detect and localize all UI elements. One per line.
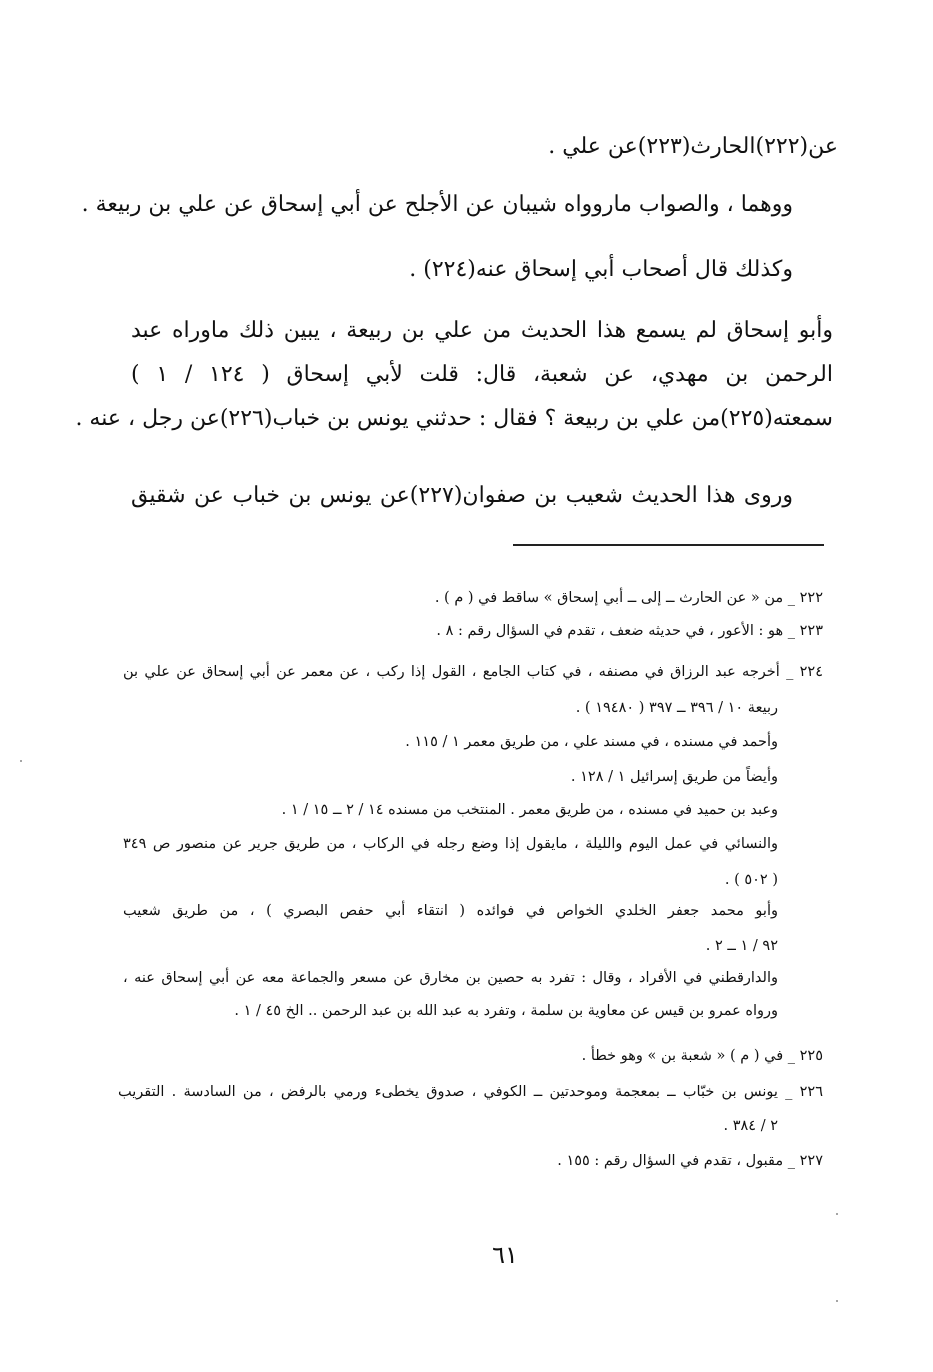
- main-text-line-6: سمعته(٢٢٥)من علي بن ربيعة ؟ فقال : حدثني يونس بن خباب(٢٢٦)عن رجل ، عنه .: [75, 406, 833, 431]
- footnote-224-line-3: وأحمد في مسنده ، في مسند علي ، من طريق معمر ١ / ١١٥ .: [405, 734, 778, 750]
- footnote-224-line-8: وأبو محمد جعفر الخلدي الخواص في فوائده ( انتقاء أبي حفص البصري ) ، من طريق شعيب: [123, 903, 778, 919]
- page-number: ٦١: [492, 1241, 518, 1269]
- footnote-separator: [513, 544, 824, 546]
- main-text-line-3: وكذلك قال أصحاب أبي إسحاق عنه(٢٢٤) .: [409, 257, 793, 282]
- footnote-224-line-2: ربيعة ١٠ / ٣٩٦ ــ ٣٩٧ ( ١٩٤٨٠ ) .: [575, 700, 778, 716]
- footnote-226-line-2: ٢ / ٣٨٤ .: [723, 1118, 778, 1134]
- footnote-224-line-5: وعبد بن حميد في مسنده ، من طريق معمر . المنتخب من مسنده ١٤ / ٢ ــ ١٥ / ١ .: [281, 802, 778, 818]
- main-text-line-4: وأبو إسحاق لم يسمع هذا الحديث من علي بن ربيعة ، يبين ذلك ماوراه عبد: [131, 318, 833, 343]
- footnote-224-line-10: والدارقطني في الأفراد ، وقال : تفرد به حصين بن مخارق عن مسعر والجماعة معه عن أبي إسحاق عنه ،: [123, 970, 778, 986]
- footnote-223: ٢٢٣ _ هو : الأعور ، في حديثه ضعف ، تقدم في السؤال رقم : ٨ .: [436, 623, 823, 639]
- scan-speck: [20, 760, 22, 762]
- footnote-224-line-7: ( ٥٠٢ ) .: [724, 872, 778, 888]
- main-text-line-5: الرحمن بن مهدي، عن شعبة، قال: قلت لأبي إسحاق ( ١٢٤ / ١ ): [131, 362, 833, 387]
- footnote-224-line-1: ٢٢٤ _ أخرجه عبد الرزاق في مصنفه ، في كتاب الجامع ، القول إذا ركب ، عن معمر عن أبي إسحاق عن علي بن: [123, 664, 823, 680]
- footnote-225: ٢٢٥ _ في ( م ) « شعبة بن » وهو خطأ .: [581, 1048, 823, 1064]
- scan-speck: [836, 1213, 838, 1215]
- main-text-line-1: عن(٢٢٢)الحارث(٢٢٣)عن علي .: [548, 134, 838, 159]
- main-text-line-7: وروى هذا الحديث شعيب بن صفوان(٢٢٧)عن يونس بن خباب عن شقيق: [131, 483, 793, 508]
- footnote-224-line-4: وأيضاً من طريق إسرائيل ١ / ١٢٨ .: [570, 769, 778, 785]
- footnote-226-line-1: ٢٢٦ _ يونس بن خبّاب ــ بمعجمة وموحدتين ــ الكوفي ، صدوق يخطىء ورمي بالرفض ، من السادسة . التقريب: [118, 1084, 823, 1100]
- footnote-227: ٢٢٧ _ مقبول ، تقدم في السؤال رقم : ١٥٥ .: [557, 1153, 823, 1169]
- scan-speck: [836, 1300, 838, 1302]
- footnote-222: ٢٢٢ _ من « عن الحارث ــ إلى ــ أبي إسحاق » ساقط في ( م ) .: [434, 590, 823, 606]
- main-text-line-2: ووهما ، والصواب ماروواه شيبان عن الأجلح عن أبي إسحاق عن علي بن ربيعة .: [81, 192, 793, 217]
- footnote-224-line-6: والنسائي في عمل اليوم والليلة ، مايقول إذا وضع رجله في الركاب ، من طريق جرير عن منصور ص ٣٤٩: [123, 836, 778, 852]
- footnote-224-line-9: ٩٢ / ١ ــ ٢ .: [705, 938, 778, 954]
- footnote-224-line-11: ورواه عمرو بن قيس عن معاوية بن سلمة ، وتفرد به عبد الله بن عبد الرحمن .. الخ ٤٥ / ١ .: [234, 1003, 778, 1019]
